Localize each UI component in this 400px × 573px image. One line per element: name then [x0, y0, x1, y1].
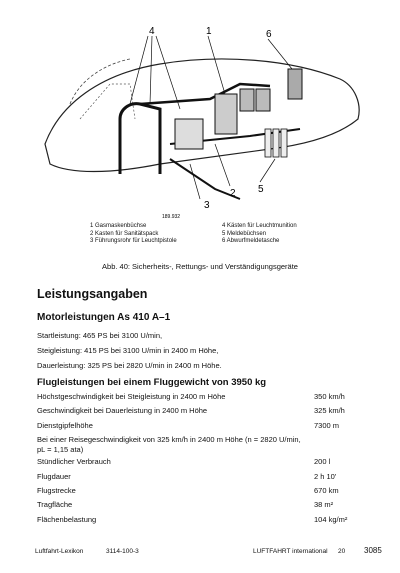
row-label: Tragfläche	[37, 500, 73, 510]
legend-item-2: 2 Kasten für Sanitätspack	[90, 230, 159, 237]
callout-6: 6	[266, 29, 272, 40]
table-row	[37, 457, 365, 471]
medical-box	[175, 119, 203, 149]
gasmask-canister	[215, 94, 237, 134]
performance-table	[37, 392, 365, 529]
aircraft-cutaway-drawing	[40, 24, 365, 224]
page-number: 3085	[364, 546, 382, 555]
row-label: Flugdauer	[37, 471, 71, 481]
row-value: 350 km/h	[314, 392, 345, 401]
legend-item-1: 1 Gasmaskenbüchse	[90, 223, 147, 229]
legend-item-4: 4 Kästen für Leuchtmunition	[222, 223, 297, 229]
flight-heading: Flugleistungen bei einem Fluggewicht von 3950 kg	[37, 377, 267, 388]
legend-right-column	[222, 223, 297, 246]
row-value: 200 l	[314, 457, 331, 467]
footer-issue: 20	[338, 548, 346, 555]
row-label: Geschwindigkeit bei Dauerleistung in 2400 m Höhe	[37, 406, 208, 416]
row-value: 2 h 10'	[314, 471, 337, 481]
leader-4c	[156, 36, 180, 109]
callout-4: 4	[149, 26, 155, 37]
equipment-illustration	[40, 24, 365, 224]
ammo-box-b	[256, 89, 270, 111]
table-row	[37, 406, 365, 420]
leader-5	[260, 159, 275, 182]
drawing-stamp: 189.932	[162, 214, 181, 220]
leader-3	[190, 164, 200, 199]
tube-frame-left	[120, 104, 160, 174]
table-row	[37, 486, 365, 500]
callout-1: 1	[206, 26, 212, 37]
engine-line-climb: Steigleistung: 415 PS bei 3100 U/min in 2400 m Höhe,	[37, 346, 219, 355]
table-row	[37, 500, 365, 514]
leader-4b	[150, 36, 152, 104]
section-title: Leistungsangaben	[37, 287, 148, 301]
footer-magazine: LUFTFAHRT international	[253, 548, 328, 555]
row-value: 38 m²	[314, 500, 334, 510]
table-row	[37, 392, 365, 406]
ammo-box-a	[240, 89, 254, 111]
engine-line-cruise: Dauerleistung: 325 PS bei 2820 U/min in 2400 m Höhe.	[37, 361, 222, 370]
row-value: 325 km/h	[314, 406, 345, 416]
drop-pouch	[288, 69, 302, 99]
callout-3: 3	[204, 200, 210, 211]
row-label	[37, 435, 365, 455]
engine-line-start: Startleistung: 465 PS bei 3100 U/min,	[37, 331, 163, 340]
figure-caption: Abb. 40: Sicherheits-, Rettungs- und Verständigungsgeräte	[102, 262, 298, 271]
engine-heading: Motorleistungen As 410 A–1	[37, 312, 171, 323]
message-tube-2	[273, 129, 279, 157]
seat-outline	[80, 84, 135, 119]
callout-2: 2	[230, 188, 236, 199]
table-row	[37, 421, 365, 435]
leader-1	[208, 36, 225, 94]
legend-item-5: 5 Meldebüchsen	[222, 230, 267, 237]
row-value: 7300 m	[314, 420, 340, 430]
row-value: 670 km	[314, 485, 339, 495]
row-value: 104 kg/m²	[314, 514, 348, 524]
legend-item-3: 3 Führungsrohr für Leuchtpistole	[90, 238, 177, 244]
table-row	[37, 472, 365, 486]
conditions-line-1: Bei einer Reisegeschwindigkeit von 325 km/h in 2400 m Höhe (n = 2820 U/min,	[37, 435, 301, 445]
footer-publication-name: Luftfahrt-Lexikon	[35, 548, 84, 555]
legend-item-6: 6 Abwurfmeldetasche	[222, 238, 280, 244]
leader-2	[215, 144, 230, 186]
row-label: Dienstgipfelhöhe	[37, 420, 93, 430]
leader-6	[268, 39, 292, 69]
conditions-line-2: pL = 1,15 ata)	[37, 445, 84, 455]
legend-left-column	[90, 223, 177, 246]
footer-code: 3114-100-3	[106, 548, 139, 555]
row-label: Höchstgeschwindigkeit bei Steigleistung in 2400 m Höhe	[37, 392, 226, 401]
row-label: Flugstrecke	[37, 485, 76, 495]
message-tube-3	[281, 129, 287, 157]
callout-5: 5	[258, 184, 264, 195]
row-label: Flächenbelastung	[37, 514, 97, 524]
table-row-conditions	[37, 435, 365, 457]
row-label: Stündlicher Verbrauch	[37, 457, 111, 467]
message-tube-1	[265, 129, 271, 157]
table-row	[37, 515, 365, 529]
